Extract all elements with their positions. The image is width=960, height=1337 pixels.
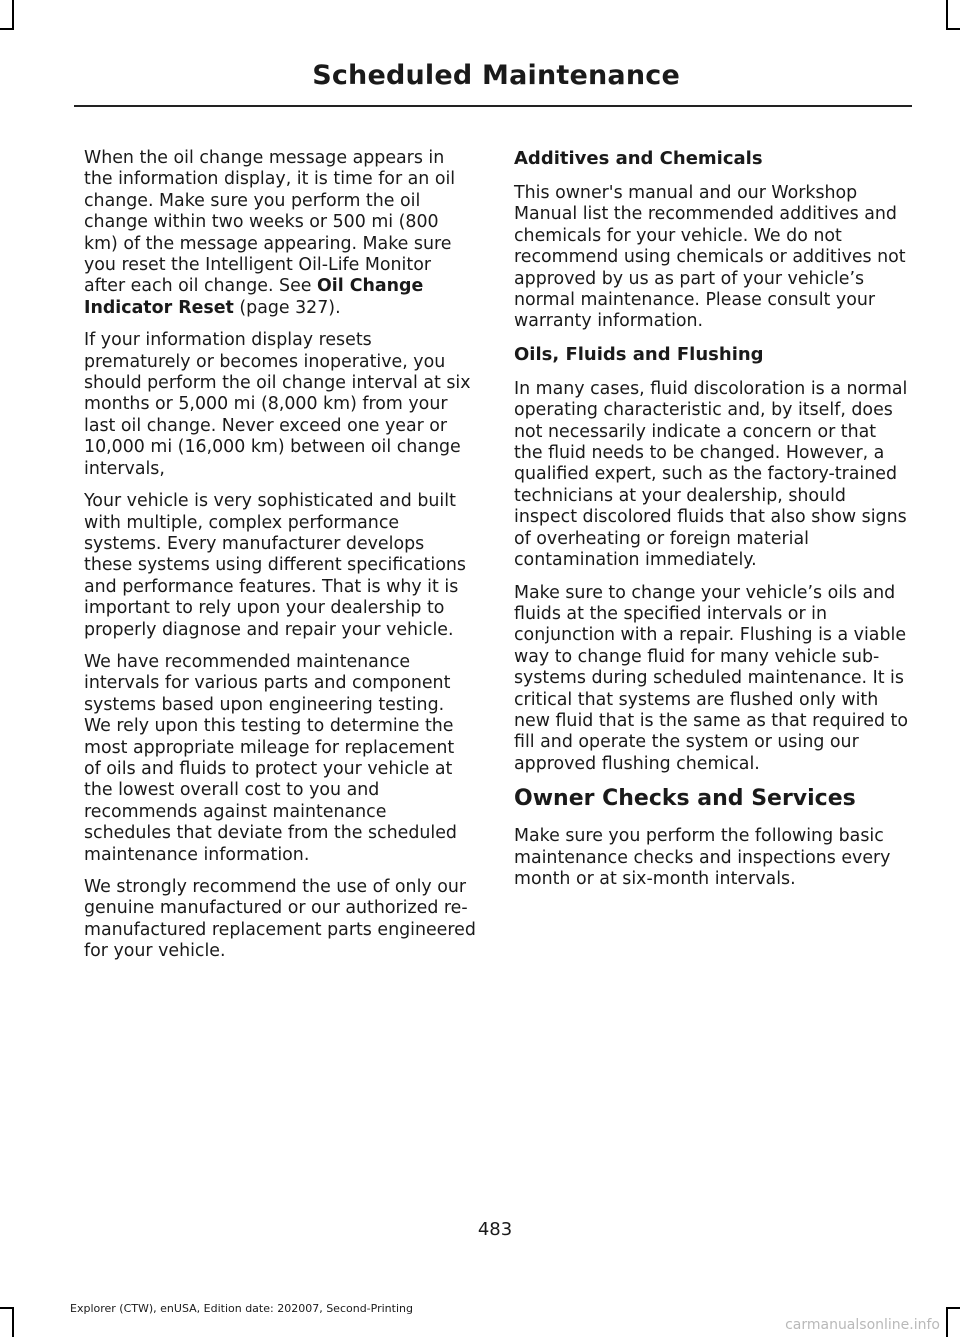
header-divider xyxy=(74,105,912,107)
oil-change-indicator-reset-link[interactable]: Oil Change Indicator Reset xyxy=(84,276,424,318)
right-column xyxy=(514,148,908,901)
crop-mark-top-right-horizontal xyxy=(946,28,960,30)
maintenance-intervals-paragraph: We have recommended maintenance intervals for various parts and component systems based upon engineering testing. We rely upon this testing to determine the most appropriate mileage for replacement of oils and fluids to protect your vehicle at the lowest overall cost to you and recommends against maintenance schedules that deviate from the scheduled maintenance information. xyxy=(84,651,457,865)
watermark: carmanualsonline.info xyxy=(785,1317,940,1333)
crop-mark-top-right-vertical xyxy=(946,0,948,30)
sophisticated-vehicle-paragraph: Your vehicle is very sophisticated and built with multiple, complex performance systems. Every manufacturer develops these systems using different specifications and performance features. That is why it is important to rely upon your dealership to properly diagnose and repair your vehicle. xyxy=(84,491,466,640)
page-number: 483 xyxy=(477,1219,513,1240)
genuine-parts-paragraph: We strongly recommend the use of only our genuine manufactured or our authorized re-manufactured replacement parts engineered for your vehicle. xyxy=(84,877,476,962)
owner-checks-heading: Owner Checks and Services xyxy=(514,786,856,812)
edition-footer: Explorer (CTW), enUSA, Edition date: 202007, Second-Printing xyxy=(70,1302,413,1315)
crop-mark-bottom-right-horizontal xyxy=(946,1307,960,1309)
owner-checks-paragraph: Make sure you perform the following basic maintenance checks and inspections every month or at six-month intervals. xyxy=(514,826,891,889)
crop-mark-top-left-vertical xyxy=(12,0,14,30)
oil-change-message-paragraph xyxy=(84,148,476,319)
oil-change-message-text: When the oil change message appears in the information display, it is time for an oil change. Make sure you perform the oil change within two weeks or 500 mi (800 km) of the message appearing. Make sure you reset the Intelligent Oil-Life Monitor after each oil change. See xyxy=(84,148,456,297)
crop-mark-bottom-right-vertical xyxy=(946,1307,948,1337)
page-reference: (page 327). xyxy=(233,297,341,318)
page-title: Scheduled Maintenance xyxy=(312,60,680,91)
additives-paragraph: This owner's manual and our Workshop Manual list the recommended additives and chemicals for your vehicle. We do not recommend using chemicals or additives not approved by us as part of your vehicle’s normal maintenance. Please consult your warranty information. xyxy=(514,183,906,332)
oils-fluids-heading: Oils, Fluids and Flushing xyxy=(514,343,764,365)
crop-mark-bottom-left-vertical xyxy=(12,1307,14,1337)
crop-mark-top-left-horizontal xyxy=(0,28,14,30)
crop-mark-bottom-left-horizontal xyxy=(0,1307,14,1309)
display-reset-paragraph: If your information display resets prematurely or becomes inoperative, you should perform the oil change interval at six months or 5,000 mi (8,000 km) from your last oil change. Never exceed one year or 10,000 mi (16,000 km) between oil change intervals, xyxy=(84,330,471,479)
left-column xyxy=(84,148,476,974)
fluid-discoloration-paragraph: In many cases, fluid discoloration is a normal operating characteristic and, by itself, does not necessarily indicate a concern or that the fluid needs to be changed. However, a qualified expert, such as the factory-trained technicians at your dealership, should inspect discolored fluids that also show signs of overheating or foreign material contamination immediately. xyxy=(514,378,908,571)
flushing-paragraph: Make sure to change your vehicle’s oils and fluids at the specified intervals or in conjunction with a repair. Flushing is a viable way to change fluid for many vehicle sub-systems during scheduled maintenance. It is critical that systems are flushed only with new fluid that is the same as that required to fill and operate the system or using our approved flushing chemical. xyxy=(514,582,909,774)
additives-heading: Additives and Chemicals xyxy=(514,148,763,169)
